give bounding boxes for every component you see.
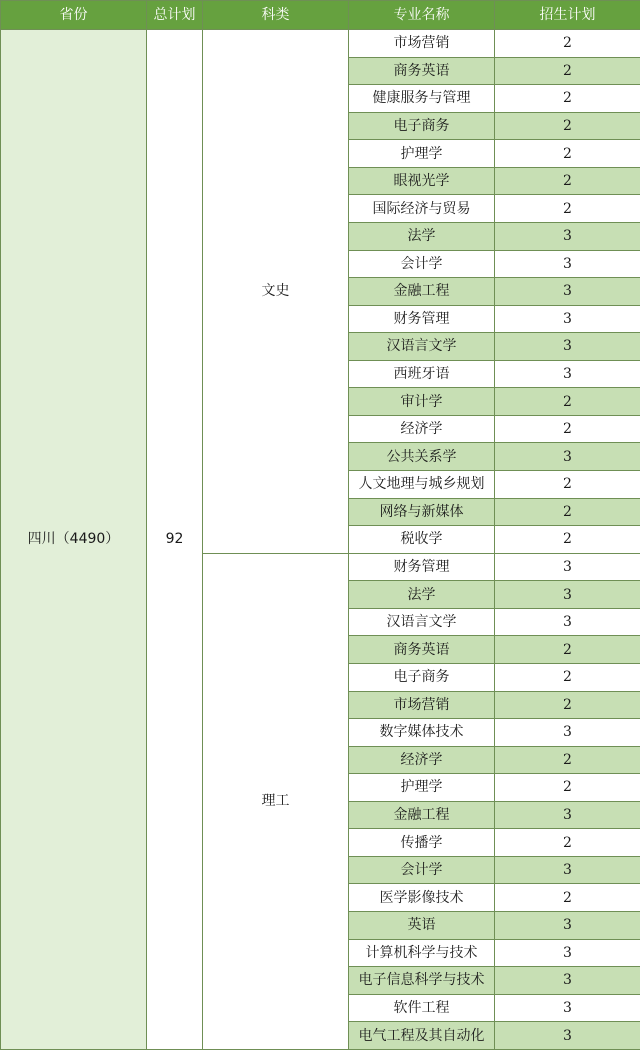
header-category: 科类 <box>203 1 349 30</box>
major-name-cell: 汉语言文学 <box>349 608 495 636</box>
major-name-cell: 商务英语 <box>349 57 495 85</box>
major-name-cell: 电子商务 <box>349 663 495 691</box>
major-name-cell: 西班牙语 <box>349 360 495 388</box>
province-cell: 四川（4490） <box>1 30 147 1050</box>
enrollment-count-cell: 2 <box>495 57 640 85</box>
enrollment-count-cell: 2 <box>495 112 640 140</box>
table-body <box>1 30 640 1050</box>
major-name-cell: 经济学 <box>349 415 495 443</box>
major-name-cell: 网络与新媒体 <box>349 498 495 526</box>
major-name-cell: 护理学 <box>349 140 495 168</box>
header-total-plan: 总计划 <box>147 1 203 30</box>
major-name-cell: 传播学 <box>349 829 495 857</box>
category-cell: 文史 <box>203 30 349 554</box>
enrollment-count-cell: 3 <box>495 994 640 1022</box>
enrollment-count-cell: 2 <box>495 746 640 774</box>
table-header-row <box>1 1 640 30</box>
enrollment-count-cell: 2 <box>495 85 640 113</box>
enrollment-count-cell: 2 <box>495 471 640 499</box>
enrollment-count-cell: 2 <box>495 774 640 802</box>
major-name-cell: 公共关系学 <box>349 443 495 471</box>
major-name-cell: 金融工程 <box>349 278 495 306</box>
header-major-name: 专业名称 <box>349 1 495 30</box>
enrollment-count-cell: 2 <box>495 388 640 416</box>
enrollment-count-cell: 2 <box>495 636 640 664</box>
major-name-cell: 税收学 <box>349 526 495 554</box>
header-enrollment-plan: 招生计划 <box>495 1 640 30</box>
major-name-cell: 审计学 <box>349 388 495 416</box>
major-name-cell: 会计学 <box>349 856 495 884</box>
enrollment-count-cell: 2 <box>495 663 640 691</box>
major-name-cell: 电气工程及其自动化 <box>349 1022 495 1050</box>
major-name-cell: 电子信息科学与技术 <box>349 967 495 995</box>
enrollment-count-cell: 2 <box>495 691 640 719</box>
enrollment-count-cell: 2 <box>495 884 640 912</box>
major-name-cell: 医学影像技术 <box>349 884 495 912</box>
header-province: 省份 <box>1 1 147 30</box>
enrollment-count-cell: 2 <box>495 167 640 195</box>
enrollment-count-cell: 2 <box>495 526 640 554</box>
enrollment-count-cell: 3 <box>495 581 640 609</box>
enrollment-count-cell: 2 <box>495 30 640 58</box>
major-name-cell: 国际经济与贸易 <box>349 195 495 223</box>
major-name-cell: 电子商务 <box>349 112 495 140</box>
major-name-cell: 数字媒体技术 <box>349 719 495 747</box>
enrollment-count-cell: 3 <box>495 222 640 250</box>
major-name-cell: 英语 <box>349 912 495 940</box>
major-name-cell: 金融工程 <box>349 801 495 829</box>
major-name-cell: 市场营销 <box>349 30 495 58</box>
major-name-cell: 眼视光学 <box>349 167 495 195</box>
table-row <box>1 30 640 58</box>
major-name-cell: 经济学 <box>349 746 495 774</box>
enrollment-count-cell: 3 <box>495 333 640 361</box>
enrollment-count-cell: 3 <box>495 305 640 333</box>
major-name-cell: 人文地理与城乡规划 <box>349 471 495 499</box>
enrollment-count-cell: 3 <box>495 912 640 940</box>
category-cell: 理工 <box>203 553 349 1049</box>
major-name-cell: 计算机科学与技术 <box>349 939 495 967</box>
enrollment-count-cell: 3 <box>495 939 640 967</box>
enrollment-count-cell: 3 <box>495 360 640 388</box>
major-name-cell: 汉语言文学 <box>349 333 495 361</box>
enrollment-count-cell: 3 <box>495 801 640 829</box>
enrollment-count-cell: 2 <box>495 415 640 443</box>
major-name-cell: 市场营销 <box>349 691 495 719</box>
major-name-cell: 法学 <box>349 581 495 609</box>
enrollment-count-cell: 2 <box>495 829 640 857</box>
enrollment-count-cell: 3 <box>495 719 640 747</box>
enrollment-count-cell: 3 <box>495 443 640 471</box>
major-name-cell: 健康服务与管理 <box>349 85 495 113</box>
major-name-cell: 财务管理 <box>349 305 495 333</box>
enrollment-count-cell: 3 <box>495 856 640 884</box>
major-name-cell: 商务英语 <box>349 636 495 664</box>
enrollment-count-cell: 3 <box>495 1022 640 1050</box>
major-name-cell: 软件工程 <box>349 994 495 1022</box>
enrollment-count-cell: 3 <box>495 967 640 995</box>
enrollment-count-cell: 3 <box>495 553 640 581</box>
enrollment-count-cell: 2 <box>495 140 640 168</box>
total-plan-cell: 92 <box>147 30 203 1050</box>
major-name-cell: 财务管理 <box>349 553 495 581</box>
enrollment-count-cell: 2 <box>495 498 640 526</box>
enrollment-count-cell: 2 <box>495 195 640 223</box>
major-name-cell: 会计学 <box>349 250 495 278</box>
major-name-cell: 法学 <box>349 222 495 250</box>
enrollment-count-cell: 3 <box>495 250 640 278</box>
major-name-cell: 护理学 <box>349 774 495 802</box>
enrollment-count-cell: 3 <box>495 608 640 636</box>
enrollment-count-cell: 3 <box>495 278 640 306</box>
